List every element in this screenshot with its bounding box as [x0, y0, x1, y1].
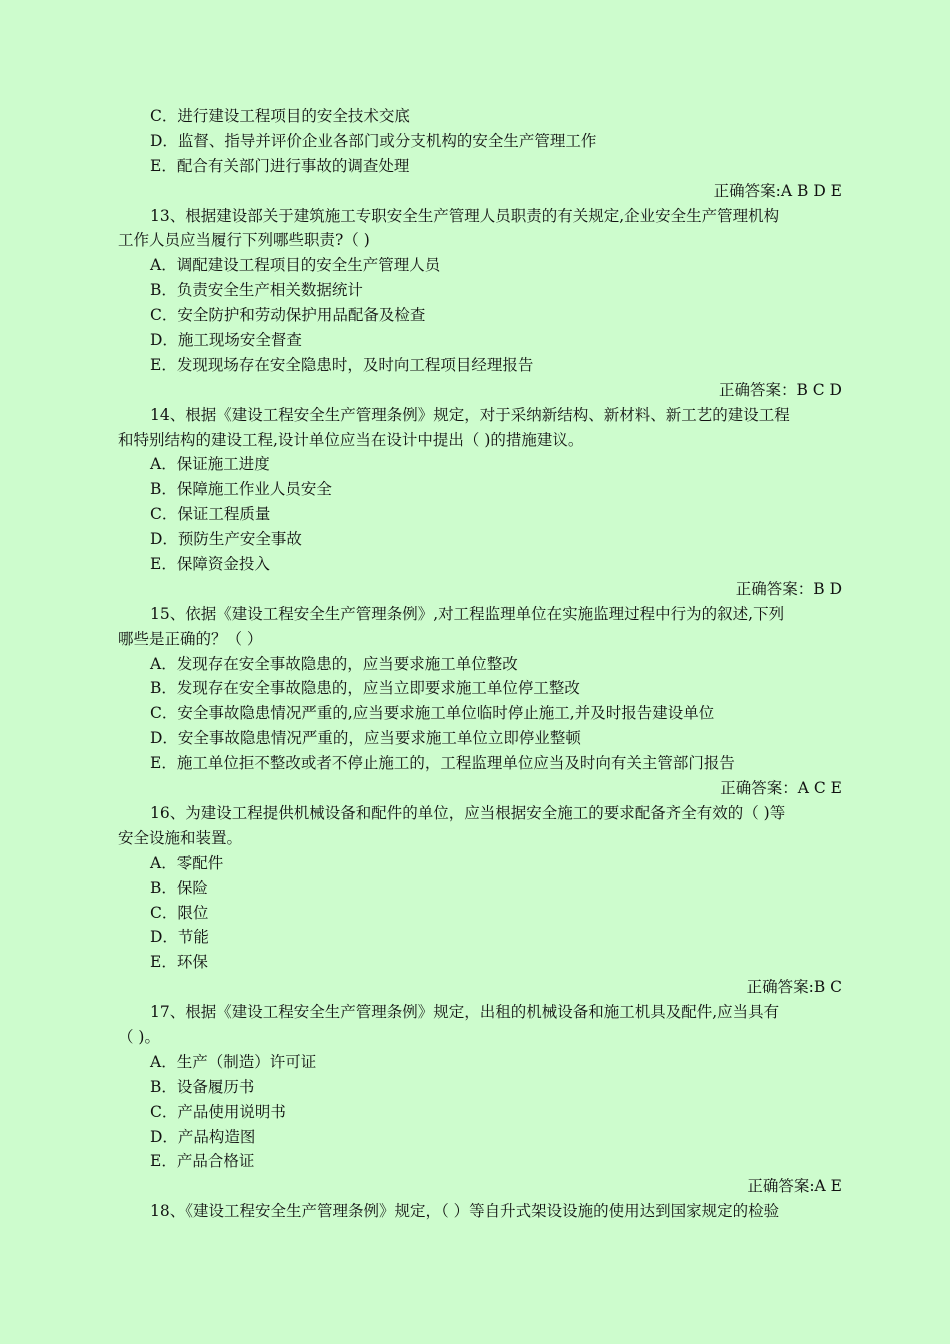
question-text: 14、根据《建设工程安全生产管理条例》规定，对于采纳新结构、新材料、新工艺的建设工程 [150, 405, 790, 424]
question-text: 18、《建设工程安全生产管理条例》规定，（ ）等自升式架设设施的使用达到国家规定的检验 [150, 1202, 780, 1221]
option-line: E．产品合格证 [150, 1152, 255, 1171]
answer-line: 正确答案：A C E [720, 779, 842, 798]
option-line: C．进行建设工程项目的安全技术交底 [150, 107, 410, 125]
option-line: D．节能 [150, 928, 209, 947]
answer-line: 正确答案：B D [735, 579, 842, 598]
option-line: E．环保 [150, 953, 208, 972]
option-line: E．发现现场存在安全隐患时，及时向工程项目经理报告 [150, 355, 534, 374]
question-block [118, 403, 842, 602]
option-line: D．施工现场安全督查 [150, 331, 302, 350]
option-line: D．预防生产安全事故 [150, 530, 302, 549]
question-block [118, 602, 842, 801]
option-line: C．安全事故隐患情况严重的,应当要求施工单位临时停止施工,并及时报告建设单位 [150, 704, 715, 723]
answer-line: 正确答案:B C [746, 978, 842, 997]
question-block [118, 1000, 842, 1199]
option-line: D．安全事故隐患情况严重的，应当要求施工单位立即停业整顿 [150, 729, 581, 748]
option-line: E．施工单位拒不整改或者不停止施工的，工程监理单位应当及时向有关主管部门报告 [150, 754, 735, 773]
option-line: A．保证施工进度 [150, 455, 270, 474]
option-line: D．监督、指导并评价企业各部门或分支机构的安全生产管理工作 [150, 131, 597, 150]
option-line: A．零配件 [150, 853, 224, 872]
option-line: D．产品构造图 [150, 1127, 256, 1146]
option-line: C．安全防护和劳动保护用品配备及检查 [150, 306, 426, 325]
option-line: B．设备履历书 [150, 1077, 255, 1096]
answer-line: 正确答案:A E [747, 1177, 842, 1196]
option-line: B．发现存在安全事故隐患的，应当立即要求施工单位停工整改 [150, 679, 580, 698]
option-line: B．保障施工作业人员安全 [150, 480, 332, 499]
option-line: B．保险 [150, 878, 208, 897]
question-text: （ )。 [118, 1027, 160, 1046]
option-line: B．负责安全生产相关数据统计 [150, 281, 363, 300]
option-line: A．调配建设工程项目的安全生产管理人员 [150, 256, 441, 275]
option-line: E．配合有关部门进行事故的调查处理 [150, 156, 410, 175]
question-text: 15、依据《建设工程安全生产管理条例》,对工程监理单位在实施监理过程中行为的叙述,下列 [150, 604, 785, 623]
answer-line: 正确答案：B C D [718, 380, 842, 399]
option-line: A．生产（制造）许可证 [150, 1052, 317, 1071]
option-line: E．保障资金投入 [150, 555, 270, 574]
question-text: 16、为建设工程提供机械设备和配件的单位，应当根据安全施工的要求配备齐全有效的（ )等 [150, 803, 786, 822]
question-text: 工作人员应当履行下列哪些职责?（ ) [118, 231, 370, 250]
option-line: C．产品使用说明书 [150, 1102, 286, 1121]
option-line: C．保证工程质量 [150, 505, 271, 524]
question-text: 13、根据建设部关于建筑施工专职安全生产管理人员职责的有关规定,企业安全生产管理机构 [150, 206, 780, 225]
option-line: A．发现存在安全事故隐患的，应当要求施工单位整改 [150, 654, 518, 673]
question-text: 17、根据《建设工程安全生产管理条例》规定，出租的机械设备和施工机具及配件,应当具有 [150, 1003, 780, 1022]
question-block [118, 204, 842, 403]
question-block [118, 801, 842, 1000]
question-text: 安全设施和装置。 [118, 828, 243, 847]
option-line: C．限位 [150, 903, 209, 922]
question-text: 和特别结构的建设工程,设计单位应当在设计中提出（ )的措施建议。 [118, 430, 584, 449]
answer-line: 正确答案:A B D E [713, 181, 842, 200]
question-text: 哪些是正确的？（ ） [118, 629, 263, 648]
question-block [118, 1199, 842, 1224]
